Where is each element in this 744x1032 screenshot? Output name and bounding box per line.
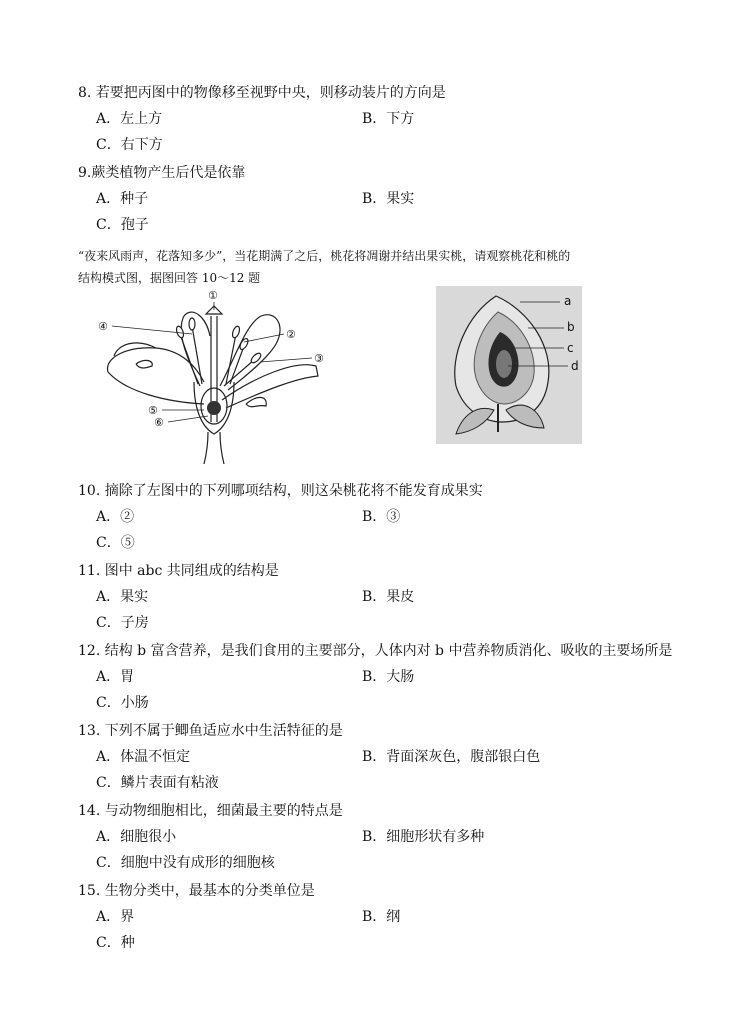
flower-label-6: ⑥ xyxy=(154,416,164,429)
question-15-option-a[interactable]: A．界 xyxy=(96,909,135,925)
question-9-option-c[interactable]: C．孢子 xyxy=(96,217,149,233)
flower-label-3: ③ xyxy=(314,352,324,365)
question-11-option-c[interactable]: C．子房 xyxy=(96,615,149,631)
question-13-option-c[interactable]: C．鳞片表面有粘液 xyxy=(96,775,219,791)
question-13-option-a[interactable]: A．体温不恒定 xyxy=(96,749,191,765)
question-14-option-a[interactable]: A．细胞很小 xyxy=(96,829,177,845)
peach-fruit-diagram xyxy=(436,286,586,444)
peach-flower-diagram xyxy=(96,286,336,464)
question-9-stem: 9.蕨类植物产生后代是依靠 xyxy=(78,165,246,181)
flower-label-4: ④ xyxy=(98,320,108,333)
question-13-stem: 13. 下列不属于鲫鱼适应水中生活特征的是 xyxy=(78,723,343,739)
fruit-label-b: b xyxy=(567,320,575,334)
question-12-option-a[interactable]: A．胃 xyxy=(96,669,135,685)
reading-intro xyxy=(78,245,678,289)
question-12-option-c[interactable]: C．小肠 xyxy=(96,695,149,711)
question-10-stem: 10. 摘除了左图中的下列哪项结构，则这朵桃花将不能发育成果实 xyxy=(78,483,483,499)
flower-label-2: ② xyxy=(286,328,296,341)
question-12-stem: 12. 结构 b 富含营养，是我们食用的主要部分，人体内对 b 中营养物质消化、吸收的主要场所是 xyxy=(78,643,673,659)
question-12-option-b[interactable]: B．大肠 xyxy=(362,669,415,685)
question-8-option-b[interactable]: B．下方 xyxy=(362,111,415,127)
question-15-option-b[interactable]: B．纲 xyxy=(362,909,401,925)
question-15-stem: 15. 生物分类中，最基本的分类单位是 xyxy=(78,883,315,899)
fruit-label-c: c xyxy=(567,341,574,355)
question-14-option-c[interactable]: C．细胞中没有成形的细胞核 xyxy=(96,855,275,871)
question-11-option-a[interactable]: A．果实 xyxy=(96,589,149,605)
question-15-option-c[interactable]: C．种 xyxy=(96,935,135,951)
fruit-label-d: d xyxy=(571,359,579,373)
question-14-option-b[interactable]: B．细胞形状有多种 xyxy=(362,829,485,845)
question-8-option-c[interactable]: C．右下方 xyxy=(96,137,163,153)
question-10-option-a[interactable]: A．② xyxy=(96,509,135,525)
flower-label-1: ① xyxy=(208,289,218,302)
question-8-stem: 8. 若要把丙图中的物像移至视野中央，则移动装片的方向是 xyxy=(78,85,446,101)
flower-label-5: ⑤ xyxy=(148,404,158,417)
question-11-option-b[interactable]: B．果皮 xyxy=(362,589,415,605)
question-10-option-c[interactable]: C．⑤ xyxy=(96,535,135,551)
question-9-option-b[interactable]: B．果实 xyxy=(362,191,415,207)
reading-intro-line-1: “夜来风雨声，花落知多少”，当花期满了之后，桃花将凋谢并结出果实桃，请观察桃花和桃的 xyxy=(78,249,571,263)
reading-intro-line-2: 结构模式图，据图回答 10～12 题 xyxy=(78,271,261,285)
question-10-option-b[interactable]: B．③ xyxy=(362,509,401,525)
question-13-option-b[interactable]: B．背面深灰色，腹部银白色 xyxy=(362,749,541,765)
question-9-option-a[interactable]: A．种子 xyxy=(96,191,149,207)
fruit-label-a: a xyxy=(564,294,572,308)
question-8-option-a[interactable]: A．左上方 xyxy=(96,111,163,127)
question-14-stem: 14. 与动物细胞相比，细菌最主要的特点是 xyxy=(78,803,343,819)
question-11-stem: 11. 图中 abc 共同组成的结构是 xyxy=(78,563,279,579)
